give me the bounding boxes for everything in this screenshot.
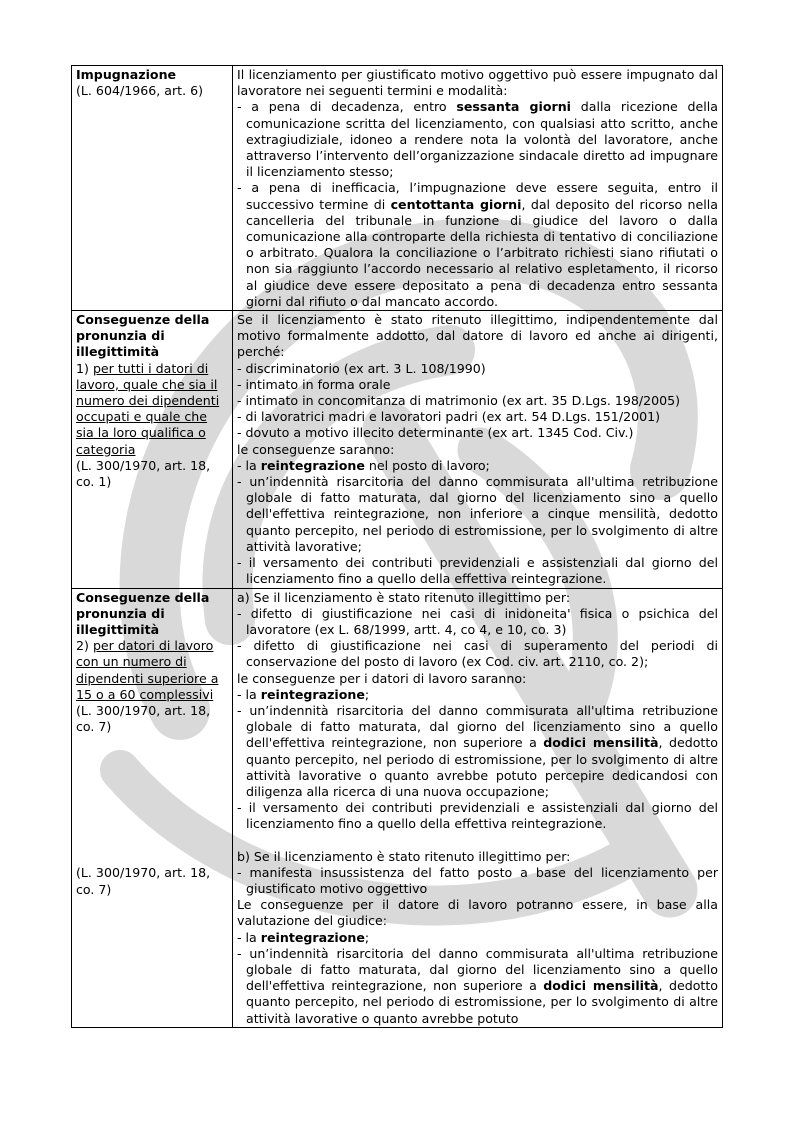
list-item: - un’indennità risarcitoria del danno commisurata all'ultima retribuzione globale di fatto maturata, dal giorno del licenziamento sino a quello dell'effettiva reintegrazione, non superiore a dodici mensilità, dedotto quanto percepito, nel periodo di estromissione, per lo svolgimento di altre attività lavorative o quanto avrebbe potuto [237,945,719,1026]
row-content-cell [233,588,723,1027]
list-item: - difetto di giustificazione nei casi di superamento del periodi di conservazione del posto di lavoro (ex Cod. civ. art. 2110, co. 2); [237,638,718,670]
row-title: Conseguenze della pronunzia di illegittimità [76,312,210,360]
row-subtitle: 1) per tutti i datori di lavoro, quale che sia il numero dei dipendenti occupati e quale che sia la loro qualifica o categoria [76,360,220,457]
row-reference: (L. 300/1970, art. 18, co. 1) [76,457,211,490]
table-row [72,311,723,588]
list-item: - la reintegrazione nel posto di lavoro; [237,457,490,473]
table-row [72,588,723,1027]
paragraph: le conseguenze saranno: [237,441,395,457]
list-item: - il versamento dei contributi previdenziali e assistenziali dal giorno del licenziamento fino a quello della effettiva reintegrazione. [237,800,718,832]
row-title: Impugnazione [76,67,177,82]
row-label-cell [72,311,233,588]
list-item: - a pena di decadenza, entro sessanta giorni dalla ricezione della comunicazione scritta del licenziamento, con qualsiasi atto scritto, anche extragiudiziale, idoneo a rendere nota la volontà del lavoratore, anche attraverso l’intervento dell’organizzazione sindacale diretto ad impugnare il licenziamento stesso; [237,99,719,180]
list-item: - la reintegrazione; [237,686,370,702]
paragraph: Le conseguenze per il datore di lavoro potranno essere, in base alla valutazione del giudice: [237,897,718,929]
paragraph: Se il licenziamento è stato ritenuto illegittimo, indipendentemente dal motivo formalmente addotto, dal datore di lavoro ed anche ai dirigenti, perché: [237,312,718,360]
paragraph: le conseguenze per i datori di lavoro saranno: [237,670,527,686]
list-item: - il versamento dei contributi previdenziali e assistenziali dal giorno del licenziamento fino a quello della effettiva reintegrazione. [237,555,718,587]
dismissal-table [71,65,723,1028]
row-subtitle: 2) per datori di lavoro con un numero di dipendenti superiore a 15 o a 60 complessivi [76,638,219,702]
row-reference: (L. 300/1970, art. 18, co. 7) [76,865,211,897]
list-item: - intimato in concomitanza di matrimonio (ex art. 35 D.Lgs. 198/2005) [237,393,681,409]
row-content-cell [233,66,723,311]
row-label-cell [72,66,233,311]
list-item: - la reintegrazione; [237,929,370,945]
list-item: - un’indennità risarcitoria del danno commisurata all'ultima retribuzione globale di fatto maturata, dal giorno del licenziamento sino a quello dell'effettiva reintegrazione, non inferiore a cinque mensilità, dedotto quanto percepito, nel periodo di estromissione, per lo svolgimento di altre attività lavorative; [237,474,718,554]
list-item: - un’indennità risarcitoria del danno commisurata all'ultima retribuzione globale di fatto maturata, dal giorno del licenziamento sino a quello dell'effettiva reintegrazione, non superiore a dodici mensilità, dedotto quanto percepito, nel periodo di estromissione, per lo svolgimento di altre attività lavorative o quanto avrebbe potuto percepire dedicandosi con diligenza alla ricerca di una nuova occupazione; [237,702,719,799]
list-item: - manifesta insussistenza del fatto posto a base del licenziamento per giustificato motivo oggettivo [237,864,718,896]
list-item: - dovuto a motivo illecito determinante (ex art. 1345 Cod. Civ.) [237,425,634,441]
row-reference: (L. 300/1970, art. 18, co. 7) [76,702,211,735]
list-item: - a pena di inefficacia, l’impugnazione deve essere seguita, entro il successivo termine di centottanta giorni, dal deposito del ricorso nella cancelleria del tribunale in funzione di giudice del lavoro o dalla comunicazione alla controparte della richiesta di tentativo di conciliazione o arbitrato. Qualora la conciliazione o l’arbitrato richiesti siano rifiutati o non sia raggiunto l’accordo necessario al relativo espletamento, il ricorso al giudice deve essere depositato a pena di decadenza entro sessanta giorni dal rifiuto o dal mancato accordo. [237,180,718,309]
paragraph: b) Se il licenziamento è stato ritenuto illegittimo per: [237,848,571,864]
paragraph: Il licenziamento per giustificato motivo oggettivo può essere impugnato dal lavoratore nei seguenti termini e modalità: [237,67,718,99]
list-item: - difetto di giustificazione nei casi di inidoneita' fisica o psichica del lavoratore (ex L. 68/1999, artt. 4, co 4, e 10, co. 3) [237,605,718,637]
list-item: - intimato in forma orale [237,376,391,392]
paragraph: a) Se il licenziamento è stato ritenuto illegittimo per: [237,589,571,605]
row-title: Conseguenze della pronunzia di illegittimità [76,589,210,637]
row-reference: (L. 604/1966, art. 6) [76,83,204,99]
row-content-cell [233,311,723,588]
table-row [72,66,723,311]
list-item: - di lavoratrici madri e lavoratori padri (ex art. 54 D.Lgs. 151/2001) [237,409,661,425]
row-label-cell [72,588,233,1027]
list-item: - discriminatorio (ex art. 3 L. 108/1990) [237,360,486,376]
